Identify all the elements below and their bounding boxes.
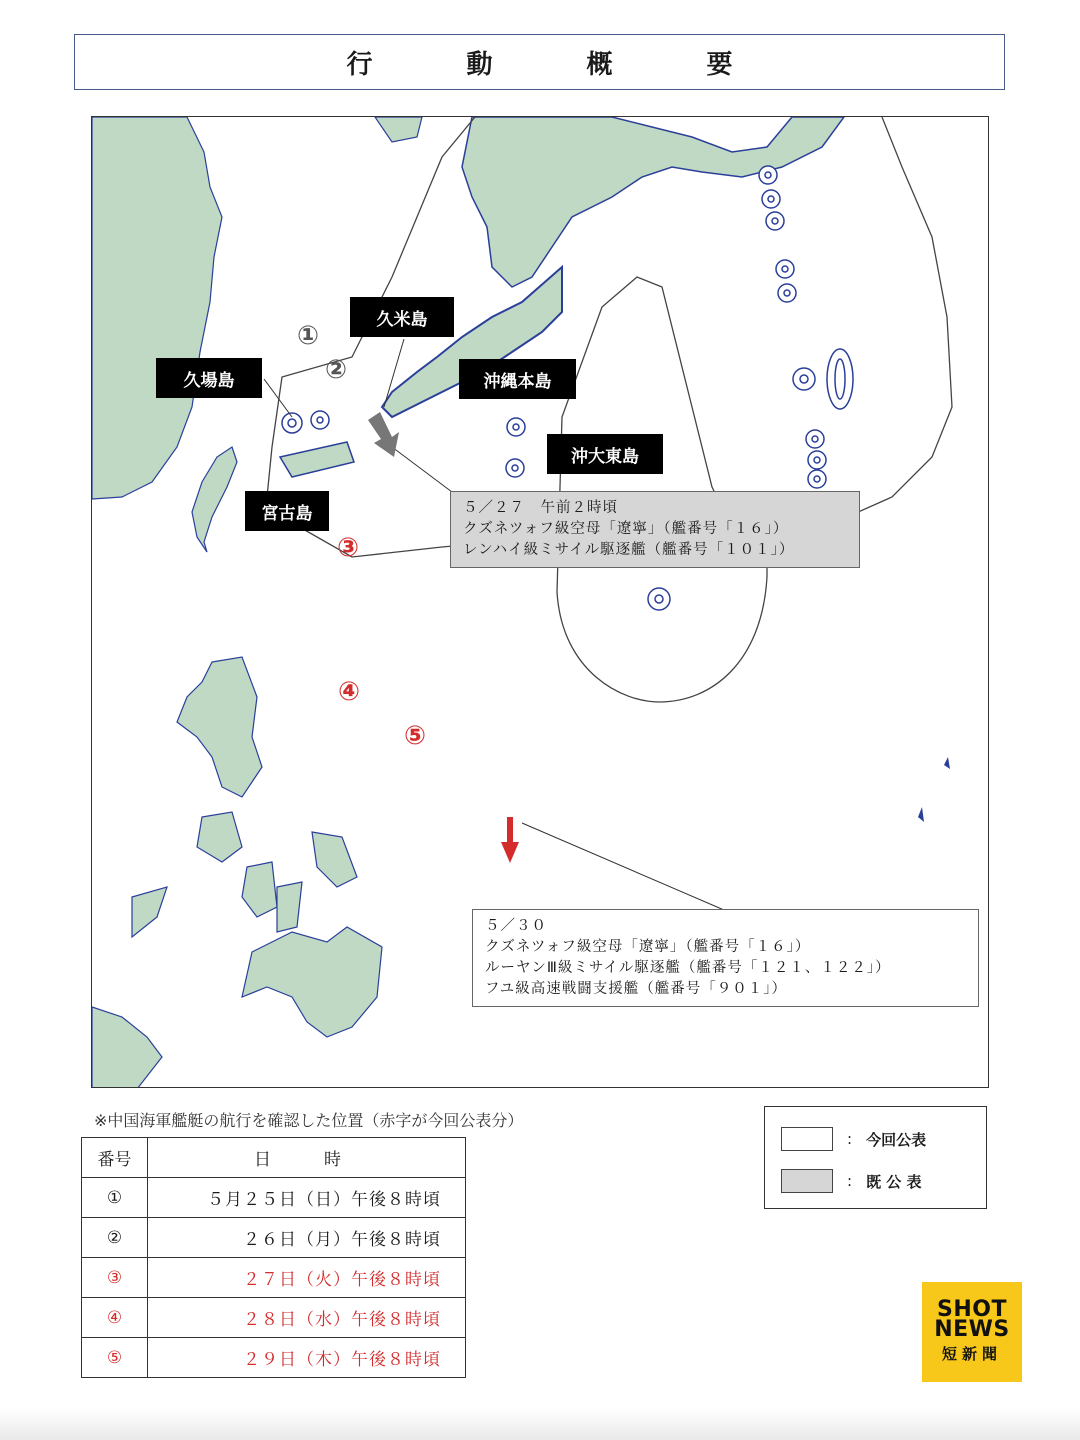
row-number: ⑤ <box>82 1338 148 1378</box>
table-row <box>82 1298 466 1338</box>
legend-colon: : <box>847 1172 853 1190</box>
row-datetime: ２６日（月）午後８時頃 <box>148 1218 466 1258</box>
marker-1: ① <box>297 321 320 351</box>
label-okinawa-island: 沖縄本島 <box>459 359 576 399</box>
callout-current-line: クズネツォフ級空母「遼寧」（艦番号「１６」） <box>485 939 811 955</box>
legend-current-label: 今回公表 <box>866 1130 927 1149</box>
row-number: ③ <box>82 1258 148 1298</box>
table-row <box>82 1338 466 1378</box>
bottom-shadow <box>0 1408 1080 1440</box>
logo-line-2: NEWS <box>934 1317 1010 1342</box>
title-box <box>74 34 1005 90</box>
row-datetime: ５月２５日（日）午後８時頃 <box>148 1178 466 1218</box>
legend-swatch-current <box>781 1127 833 1151</box>
callout-previous <box>450 491 860 568</box>
footnote: ※中国海軍艦艇の航行を確認した位置（赤字が今回公表分） <box>94 1111 524 1130</box>
label-kume-island: 久米島 <box>350 297 454 337</box>
map <box>91 116 989 1088</box>
legend-current <box>781 1127 926 1151</box>
legend-previous <box>781 1169 922 1193</box>
previous-position-arrow <box>368 412 399 457</box>
legend-swatch-previous <box>781 1169 833 1193</box>
page-title: 行 動 概 要 <box>346 49 767 80</box>
row-datetime: ２８日（水）午後８時頃 <box>148 1298 466 1338</box>
marker-2: ② <box>325 355 348 385</box>
row-datetime: ２９日（木）午後８時頃 <box>148 1338 466 1378</box>
row-number: ② <box>82 1218 148 1258</box>
legend-previous-label: 既 公 表 <box>866 1172 922 1191</box>
callout-current-line: フユ級高速戦闘支援艦（艦番号「９０１」） <box>485 981 788 997</box>
legend <box>764 1106 987 1209</box>
callout-current <box>472 909 979 1007</box>
current-position-arrow <box>501 817 519 863</box>
label-kuba-island: 久場島 <box>156 358 262 398</box>
callout-current-line: ５／３０ <box>485 918 547 934</box>
marker-5: ⑤ <box>404 721 427 751</box>
table-header-row <box>82 1138 466 1178</box>
table-row <box>82 1178 466 1218</box>
row-datetime: ２７日（火）午後８時頃 <box>148 1258 466 1298</box>
legend-colon: : <box>847 1130 853 1148</box>
marker-3: ③ <box>337 533 360 563</box>
table-row <box>82 1258 466 1298</box>
logo-line-3: 短新聞 <box>941 1345 1002 1363</box>
row-number: ① <box>82 1178 148 1218</box>
header-number: 番号 <box>82 1138 148 1178</box>
header-datetime: 日 時 <box>148 1138 466 1178</box>
marker-4: ④ <box>338 677 361 707</box>
label-okidaito-island: 沖大東島 <box>547 434 663 474</box>
dates-table <box>81 1137 466 1378</box>
logo-line-1: SHOT <box>937 1297 1007 1322</box>
callout-previous-line: レンハイ級ミサイル駆逐艦（艦番号「１０１」） <box>463 542 795 558</box>
taiwan <box>192 447 237 552</box>
table-row <box>82 1218 466 1258</box>
shotnews-logo <box>922 1282 1022 1382</box>
china-coast <box>92 117 222 499</box>
row-number: ④ <box>82 1298 148 1338</box>
callout-current-line: ルーヤンⅢ級ミサイル駆逐艦（艦番号「１２１、１２２」） <box>485 960 891 976</box>
callout-previous-line: クズネツォフ級空母「遼寧」（艦番号「１６」） <box>463 521 789 537</box>
philippines <box>177 657 262 797</box>
callout-previous-line: ５／２７ 午前２時頃 <box>463 500 618 516</box>
label-miyako-island: 宮古島 <box>245 491 329 531</box>
borneo <box>92 1007 162 1088</box>
